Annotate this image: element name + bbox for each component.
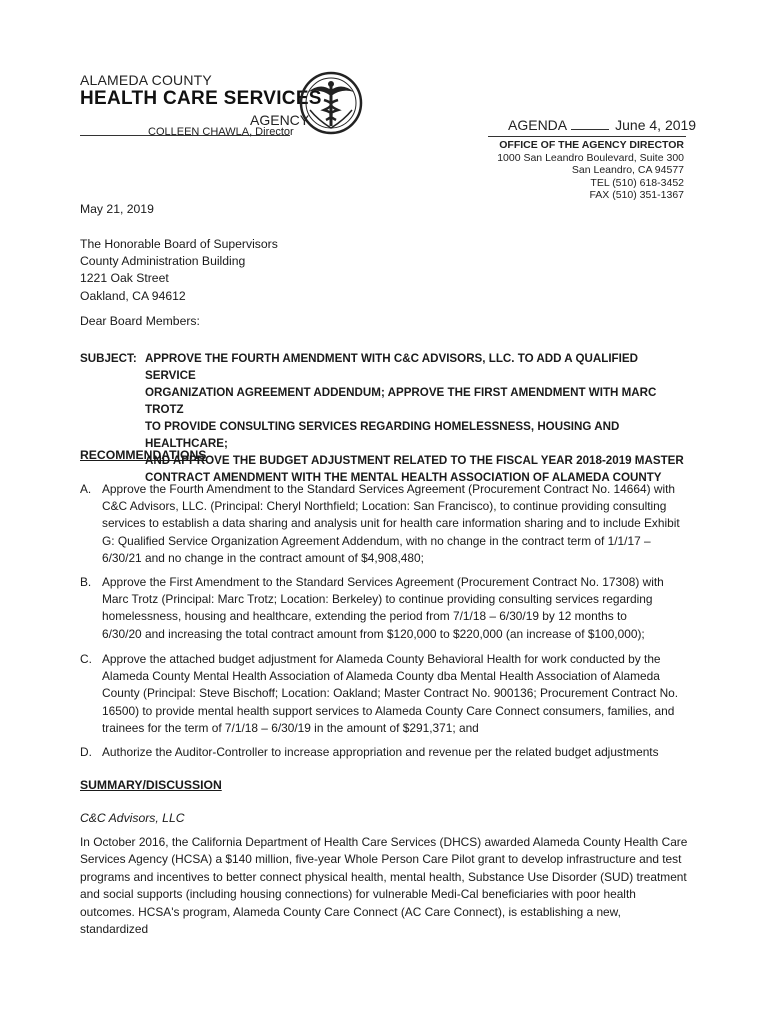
county-name: ALAMEDA COUNTY bbox=[80, 72, 212, 88]
item-letter: A. bbox=[80, 482, 92, 496]
agenda-date: June 4, 2019 bbox=[615, 117, 697, 133]
agenda-blank bbox=[571, 117, 609, 130]
office-fax: FAX (510) 351-1367 bbox=[589, 189, 684, 201]
item-text bbox=[102, 744, 692, 761]
item-line: Marc Trotz (Principal: Marc Trotz; Location: Berkeley) to continue providing consulting services regarding bbox=[102, 592, 653, 607]
director-name: COLLEEN CHAWLA, Director bbox=[148, 126, 294, 138]
subject-line: ORGANIZATION AGREEMENT ADDENDUM; APPROVE THE FIRST AMENDMENT WITH MARC TROTZ bbox=[145, 386, 657, 416]
agency-name: HEALTH CARE SERVICES bbox=[80, 88, 322, 109]
agency-suffix: AGENCY bbox=[250, 112, 310, 128]
caduceus-seal-logo bbox=[298, 70, 364, 136]
item-line: Authorize the Auditor-Controller to increase appropriation and revenue per the related budget adjustments bbox=[102, 745, 659, 759]
recipient-line: County Administration Building bbox=[80, 254, 246, 269]
item-line: 6/30/21 and no change in the contract amount of $4,908,480; bbox=[102, 550, 424, 565]
office-address-block bbox=[497, 139, 684, 202]
item-line: G: Qualified Service Organization Agreement Addendum, with no change in the contract term of 1/1/17 – bbox=[102, 533, 651, 548]
paragraph-line: and social supports (including housing connections) for vulnerable Medi-Cal beneficiaries with poor health bbox=[80, 887, 636, 902]
agenda-line bbox=[508, 117, 696, 133]
subject-line: CONTRACT AMENDMENT WITH THE MENTAL HEALTH ASSOCIATION OF ALAMEDA COUNTY bbox=[145, 471, 662, 484]
office-address-line-2: San Leandro, CA 94577 bbox=[571, 164, 684, 176]
subject-label: SUBJECT: bbox=[80, 352, 137, 365]
summary-subheading: C&C Advisors, LLC bbox=[80, 811, 185, 825]
item-letter: D. bbox=[80, 745, 92, 759]
office-address-line-1: 1000 San Leandro Boulevard, Suite 300 bbox=[497, 151, 684, 164]
salutation: Dear Board Members: bbox=[80, 314, 200, 328]
item-letter: C. bbox=[80, 652, 92, 666]
recipient-line: 1221 Oak Street bbox=[80, 271, 169, 286]
item-line: homelessness, housing and healthcare, extending the period from 7/1/18 – 6/30/19 by 12 months to bbox=[102, 609, 627, 624]
subject-line: TO PROVIDE CONSULTING SERVICES REGARDING HOMELESSNESS, HOUSING AND HEALTHCARE; bbox=[145, 420, 620, 450]
paragraph-line: outcomes. HCSA's program, Alameda County Care Connect (AC Care Connect), is establishing a new, standardized bbox=[80, 904, 621, 937]
item-line: County (Principal: Steve Bischoff; Location: Oakland; Master Contract No. 900136; Procurement Contract No. bbox=[102, 686, 679, 701]
subject-text bbox=[145, 350, 690, 486]
item-line: Alameda County Mental Health Association of Alameda County dba Mental Health Association of Alameda bbox=[102, 669, 660, 684]
recipient-address bbox=[80, 236, 278, 305]
item-text bbox=[102, 574, 692, 643]
agenda-label: AGENDA bbox=[508, 117, 568, 133]
letter-date: May 21, 2019 bbox=[80, 202, 154, 216]
office-tel: TEL (510) 618-3452 bbox=[590, 176, 684, 189]
item-line: Approve the Fourth Amendment to the Standard Services Agreement (Procurement Contract No. 14664) with bbox=[102, 482, 676, 496]
paragraph-line: Services Agency (HCSA) a $140 million, five-year Whole Person Care Pilot grant to develop infrastructure and test bbox=[80, 852, 682, 867]
recipient-line: The Honorable Board of Supervisors bbox=[80, 237, 278, 251]
summary-heading: SUMMARY/DISCUSSION bbox=[80, 778, 222, 792]
subject-line: AND APPROVE THE BUDGET ADJUSTMENT RELATED TO THE FISCAL YEAR 2018-2019 MASTER bbox=[145, 454, 684, 467]
item-text bbox=[102, 481, 692, 567]
recipient-line: Oakland, CA 94612 bbox=[80, 288, 186, 303]
item-line: 6/30/20 and increasing the total contract amount from $120,000 to $220,000 (an increase of $100,000); bbox=[102, 626, 645, 641]
letterhead bbox=[80, 72, 322, 138]
office-title: OFFICE OF THE AGENCY DIRECTOR bbox=[499, 139, 684, 151]
item-line: C&C Advisors, LLC. (Principal: Cheryl Northfield; Location: San Francisco), to continue providing consulting bbox=[102, 499, 667, 514]
item-letter: B. bbox=[80, 575, 92, 589]
recommendations-heading: RECOMMENDATIONS bbox=[80, 448, 207, 462]
item-line: services to establish a data sharing and analysis unit for health care information sharing and to include Exhibit bbox=[102, 516, 680, 531]
item-text bbox=[102, 651, 692, 737]
agenda-rule bbox=[488, 136, 686, 137]
letterhead-rule bbox=[80, 135, 290, 136]
item-line: trainees for the term of 7/1/18 – 6/30/19 in the amount of $291,371; and bbox=[102, 720, 479, 735]
summary-paragraph bbox=[80, 834, 692, 938]
subject-line: APPROVE THE FOURTH AMENDMENT WITH C&C ADVISORS, LLC. TO ADD A QUALIFIED SERVICE bbox=[145, 352, 638, 382]
item-line: Approve the attached budget adjustment for Alameda County Behavioral Health for work conducted by the bbox=[102, 652, 661, 666]
item-line: Approve the First Amendment to the Standard Services Agreement (Procurement Contract No. 17308) with bbox=[102, 575, 664, 589]
paragraph-line: In October 2016, the California Department of Health Care Services (DHCS) awarded Alameda County Health Care bbox=[80, 835, 688, 849]
item-line: 16500) to provide mental health support services to Alameda County Care Connect consumers, families, and bbox=[102, 703, 675, 718]
paragraph-line: programs and incentives to better connect physical health, mental health, Substance Use Disorder (SUD) treatment bbox=[80, 869, 687, 884]
